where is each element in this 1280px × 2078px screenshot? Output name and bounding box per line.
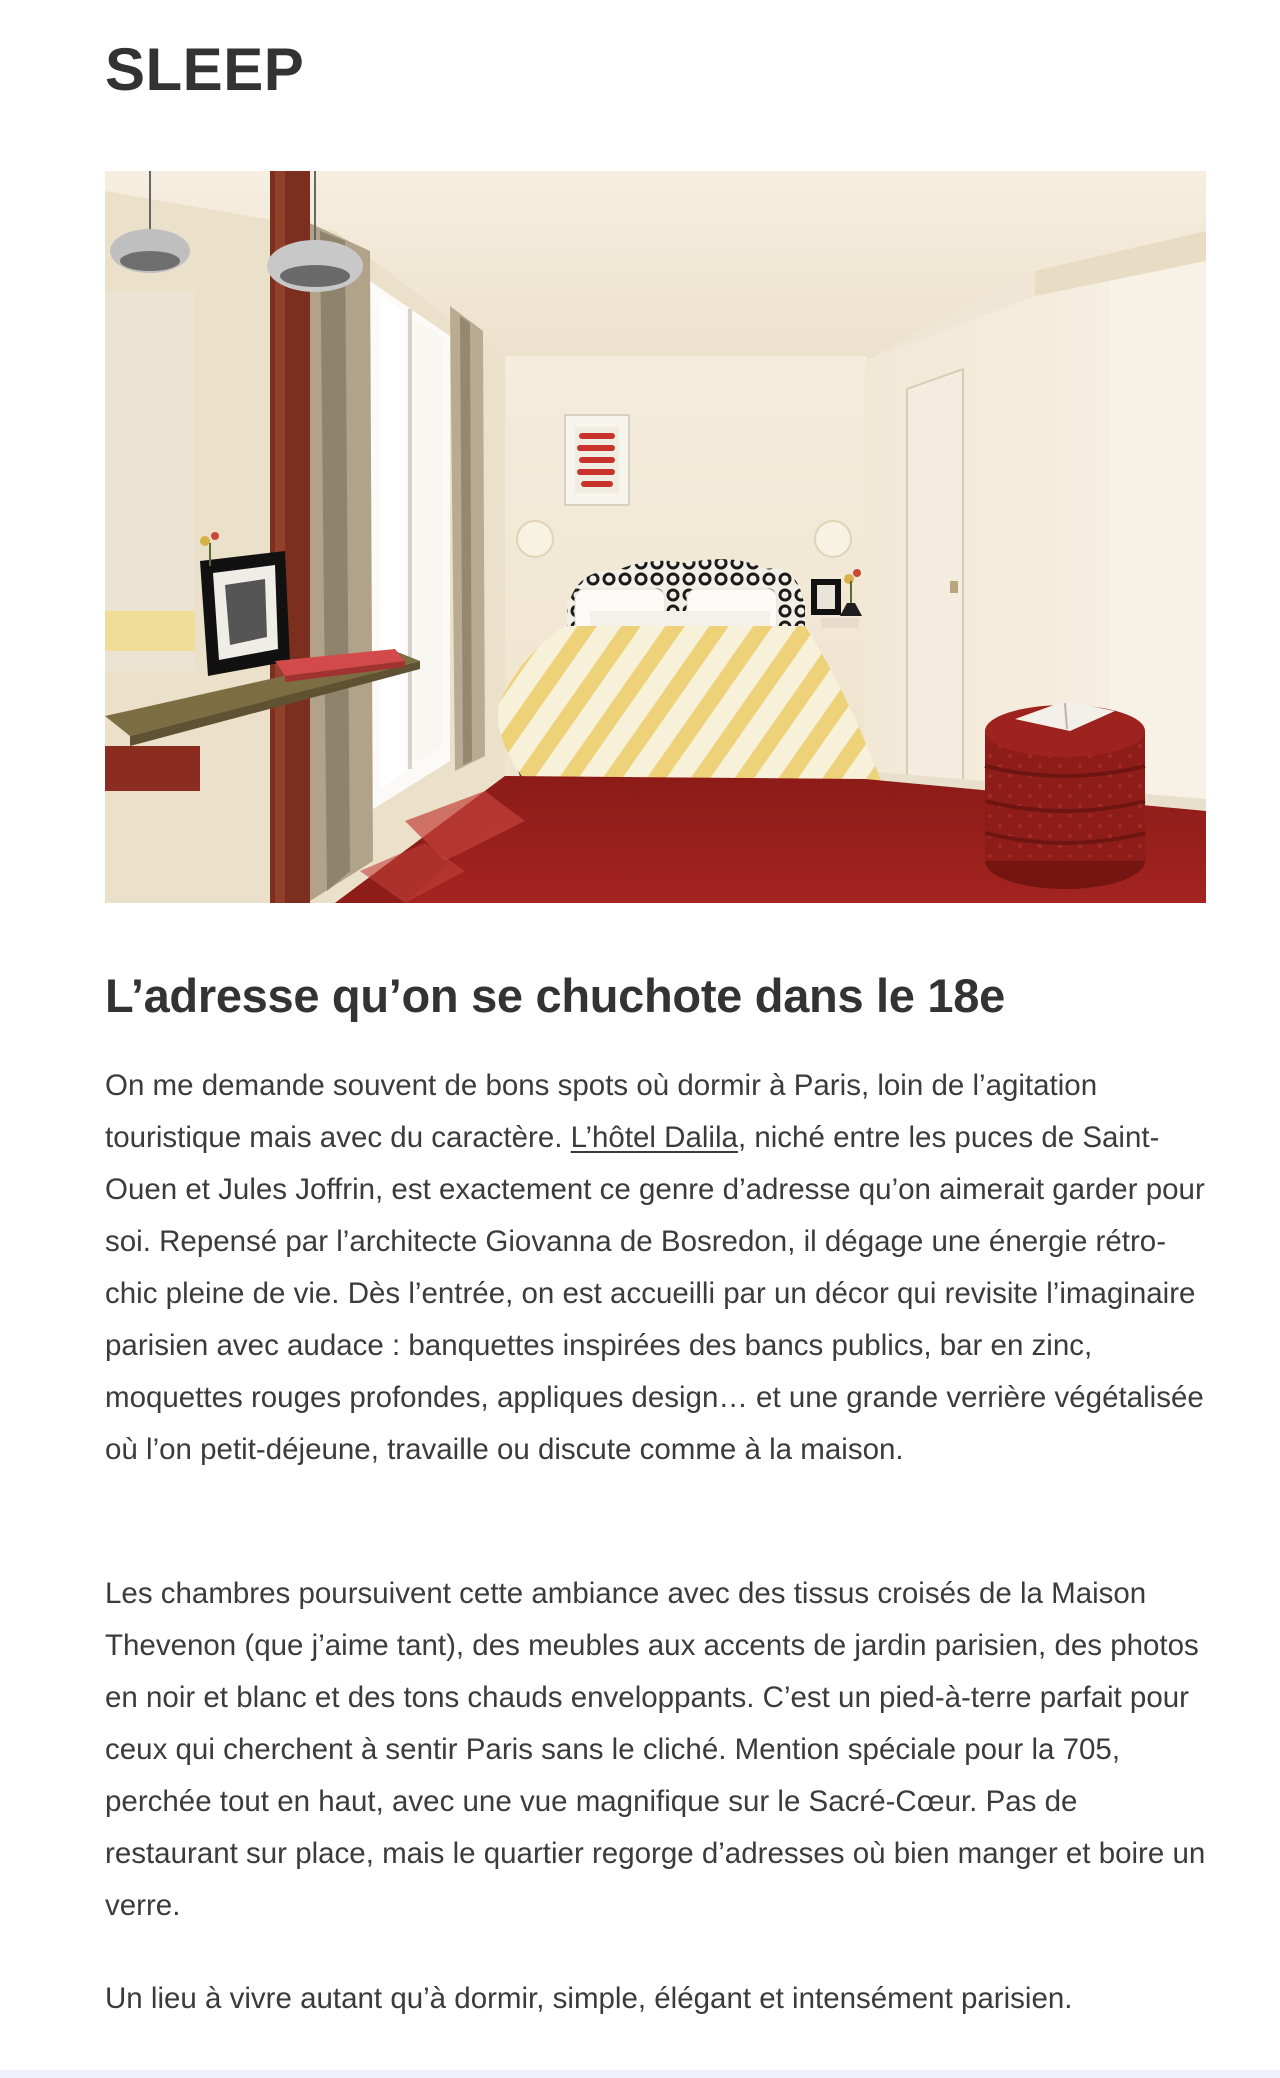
paragraph-rooms: Les chambres poursuivent cette ambiance avec des tissus croisés de la Maison Thevenon (que j’aime tant), des meubles aux accents de jardin parisien, des photos en noir et blanc et des tons chauds enveloppants. C’est un pied-à-terre parfait pour ceux qui cherchent à sentir Paris sans le cliché. Mention spéciale pour la 705, perchée tout en haut, avec une vue magnifique sur le Sacré-Cœur. Pas de restaurant sur place, mais le quartier regorge d’adresses où bien manger et boire un verre. xyxy=(105,1577,1206,1922)
bedroom-illustration xyxy=(105,171,1206,903)
paragraph-intro xyxy=(105,1060,1215,1476)
paragraph-intro-text-start: On me demande souvent de bons spots où dormir à Paris, loin de l’agitation touristique mais avec du caractère. xyxy=(105,1069,1098,1154)
paragraph-conclusion: Un lieu à vivre autant qu’à dormir, simple, élégant et intensément parisien. xyxy=(105,1982,1073,2015)
footer-strip xyxy=(0,2070,1280,2078)
paragraph-intro-text-end: , niché entre les puces de Saint-Ouen et Jules Joffrin, est exactement ce genre d’adresse qu’on aimerait garder pour soi. Repensé par l’architecte Giovanna de Bosredon, il dégage une énergie rétro-chic pleine de vie. Dès l’entrée, on est accueilli par un décor qui revisite l’imaginaire parisien avec audace : banquettes inspirées des bancs publics, bar en zinc, moquettes rouges profondes, appliques design… et une grande verrière végétalisée où l’on petit-déjeune, travaille ou discute comme à la maison. xyxy=(105,1121,1205,1466)
hotel-dalila-link[interactable]: L’hôtel Dalila xyxy=(570,1121,738,1154)
article-heading: L’adresse qu’on se chuchote dans le 18e xyxy=(105,969,1005,1022)
hero-image xyxy=(105,171,1206,903)
section-title: SLEEP xyxy=(105,36,305,103)
